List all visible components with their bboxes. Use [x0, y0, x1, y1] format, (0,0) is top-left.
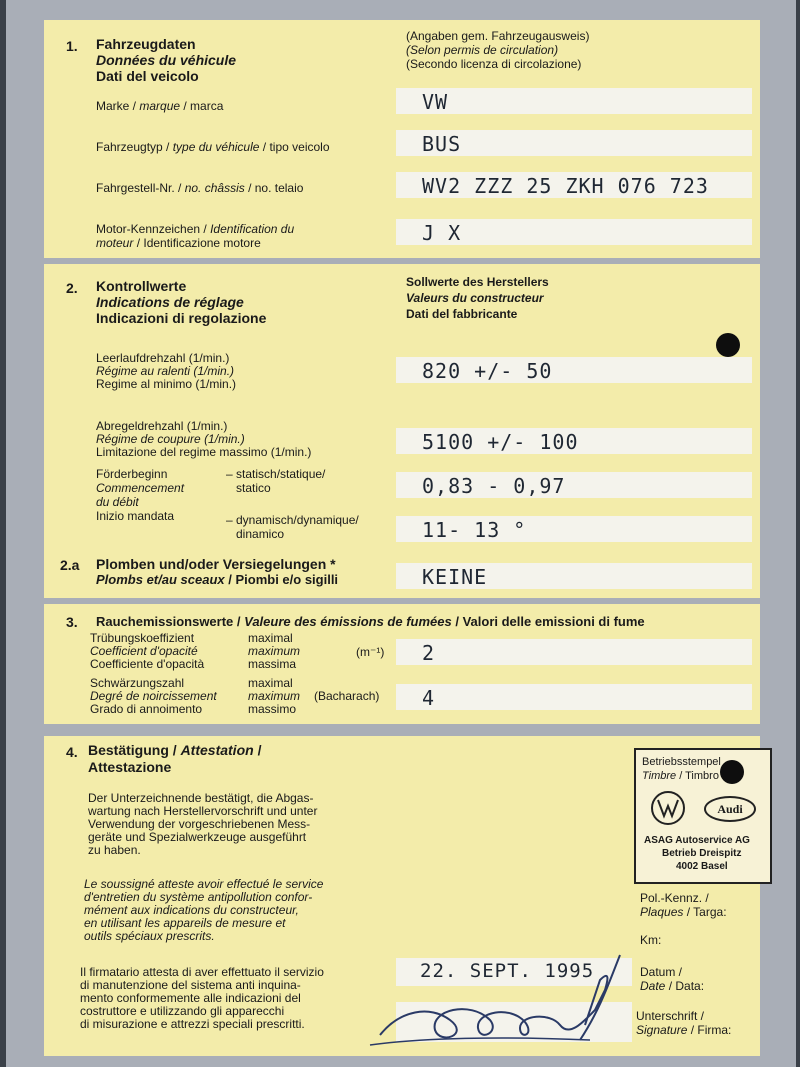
- truebung-label-fr: Coefficient d'opacité: [90, 644, 198, 658]
- section-2-number: 2.: [66, 280, 78, 296]
- schwaerzung-unit: (Bacharach): [314, 689, 380, 703]
- section-1-title-de: Fahrzeugdaten: [96, 36, 196, 52]
- dynamic-label: – dynamisch/dynamique/: [226, 513, 359, 527]
- seals-field[interactable]: [396, 563, 752, 589]
- motor-label-line1: Motor-Kennzeichen / Identification du: [96, 222, 295, 236]
- text-de-line: wartung nach Herstellervorschrift und unter: [88, 804, 318, 818]
- chassis-value: WV2 ZZZ 25 ZKH 076 723: [422, 174, 709, 198]
- schwaerzung-max-fr: maximum: [248, 689, 301, 703]
- text-it-line: di misurazione e attrezzi speciali prescritti.: [80, 1017, 305, 1031]
- audi-logo-icon: Audi: [704, 796, 756, 822]
- date-value: 22. SEPT. 1995: [420, 960, 595, 982]
- chassis-field[interactable]: [396, 172, 752, 198]
- punch-hole: [720, 760, 744, 784]
- marke-value: VW: [422, 90, 449, 114]
- static-field[interactable]: [396, 472, 752, 498]
- leerlauf-label-it: Regime al minimo (1/min.): [96, 377, 237, 391]
- dynamic-field[interactable]: [396, 516, 752, 542]
- abregel-label-it: Limitazione del regime massimo (1/min.): [96, 445, 312, 459]
- vw-logo-icon: [650, 790, 686, 826]
- schwaerzung-label-it: Grado di annoimento: [90, 702, 203, 716]
- svg-text:VW: VW: [668, 824, 670, 825]
- marke-label: Marke / marque / marca: [96, 99, 224, 113]
- truebung-max-fr: maximum: [248, 644, 301, 658]
- km-label: Km:: [640, 933, 662, 947]
- motor-label-line2: moteur / Identificazione motore: [96, 236, 261, 250]
- truebung-label-de: Trübungskoeffizient: [90, 631, 195, 645]
- leerlauf-label-fr: Régime au ralenti (1/min.): [96, 364, 235, 378]
- handwritten-signature: [360, 950, 640, 1050]
- signature-label-de: Unterschrift /: [636, 1009, 705, 1023]
- plates-label-fr-it: Plaques / Targa:: [640, 905, 727, 919]
- section-4-title-line1: Bestätigung / Attestation /: [88, 742, 262, 758]
- chassis-label: Fahrgestell-Nr. / no. châssis / no. telaio: [96, 181, 304, 195]
- section-4-number: 4.: [66, 744, 78, 760]
- section-2a-title-de: Plomben und/oder Versiegelungen *: [96, 556, 336, 572]
- section-3-title: Rauchemissionswerte / Valeure des émissions de fumées / Valori delle emissioni di fume: [96, 614, 645, 629]
- reference-title-de: Sollwerte des Herstellers: [406, 275, 549, 289]
- text-fr-line: Le soussigné atteste avoir effectué le service: [84, 877, 324, 891]
- section-2-title-fr: Indications de réglage: [96, 294, 244, 310]
- text-it-line: mento conformemente alle indicazioni del: [80, 991, 301, 1005]
- schwaerzung-max-it: massimo: [248, 702, 297, 716]
- truebung-unit: (m⁻¹): [356, 645, 385, 659]
- truebung-max-it: massima: [248, 657, 297, 671]
- reference-title-fr: Valeurs du constructeur: [406, 291, 544, 305]
- dealer-stamp: [634, 748, 772, 884]
- attestation-text-it: [80, 966, 324, 1031]
- typ-field[interactable]: [396, 130, 752, 156]
- truebung-value: 2: [422, 641, 436, 665]
- section-2a-title-fr-it: Plombs et/au sceaux / Piombi e/o sigilli: [96, 572, 339, 587]
- foerder-label-it: Inizio mandata: [96, 509, 175, 523]
- leerlauf-field[interactable]: [396, 357, 752, 383]
- date-label-de: Datum /: [640, 965, 683, 979]
- marke-field[interactable]: [396, 88, 752, 114]
- schwaerzung-max-de: maximal: [248, 676, 293, 690]
- foerder-label-fr2: du débit: [96, 495, 139, 509]
- truebung-label-it: Coefficiente d'opacità: [90, 657, 205, 671]
- stamp-label-de: Betriebsstempel: [642, 756, 721, 768]
- text-it-line: di manutenzione del sistema anti inquina-: [80, 978, 301, 992]
- typ-value: BUS: [422, 132, 462, 156]
- text-fr-line: d'entretien du système antipollution confor-: [84, 890, 313, 904]
- text-fr-line: mément aux indications du constructeur,: [84, 903, 299, 917]
- text-fr-line: en utilisant les appareils de mesure et: [84, 916, 286, 930]
- reference-title-it: Dati del fabbricante: [406, 307, 518, 321]
- text-it-line: costruttore e utilizzando gli apparecchi: [80, 1004, 285, 1018]
- stamp-branch: Betrieb Dreispitz: [662, 848, 742, 859]
- dynamic-value: 11- 13 °: [422, 518, 527, 542]
- punch-hole: [716, 333, 740, 357]
- truebung-field[interactable]: [396, 639, 752, 665]
- static-label-2: statico: [236, 481, 271, 495]
- section-3-number: 3.: [66, 614, 78, 630]
- leerlauf-label-de: Leerlaufdrehzahl (1/min.): [96, 351, 230, 365]
- static-value: 0,83 - 0,97: [422, 474, 566, 498]
- text-de-line: geräte und Spezialwerkzeuge ausgeführt: [88, 830, 307, 844]
- signature-label-fr-it: Signature / Firma:: [636, 1023, 732, 1037]
- section-2a-number: 2.a: [60, 557, 80, 573]
- text-de-line: Der Unterzeichnende bestätigt, die Abgas-: [88, 791, 314, 805]
- text-de-line: zu haben.: [88, 843, 141, 857]
- abregel-field[interactable]: [396, 428, 752, 454]
- leerlauf-value: 820 +/- 50: [422, 359, 553, 383]
- schwaerzung-field[interactable]: [396, 684, 752, 710]
- section-1-number: 1.: [66, 38, 78, 54]
- section-1-title-it: Dati del veicolo: [96, 68, 199, 84]
- motor-value: J X: [422, 221, 462, 245]
- text-de-line: Verwendung der vorgeschriebenen Mess-: [88, 817, 311, 831]
- attestation-text-fr: [84, 878, 323, 943]
- stamp-label-fr-it: Timbre / Timbro: [642, 770, 719, 782]
- abregel-value: 5100 +/- 100: [422, 430, 579, 454]
- motor-field[interactable]: [396, 219, 752, 245]
- date-label-fr-it: Date / Data:: [640, 979, 705, 993]
- text-it-line: Il firmatario attesta di aver effettuato il servizio: [80, 965, 324, 979]
- typ-label: Fahrzeugtyp / type du véhicule / tipo veicolo: [96, 140, 330, 154]
- text-fr-line: outils spéciaux prescrits.: [84, 929, 215, 943]
- truebung-max-de: maximal: [248, 631, 293, 645]
- section-2-title-de: Kontrollwerte: [96, 278, 187, 294]
- stamp-company: ASAG Autoservice AG: [644, 835, 750, 846]
- attestation-text-de: [88, 792, 317, 857]
- section-1-source-fr: (Selon permis de circulation): [406, 43, 559, 57]
- section-4-title-it: Attestazione: [88, 759, 172, 775]
- abregel-label-fr: Régime de coupure (1/min.): [96, 432, 245, 446]
- schwaerzung-label-de: Schwärzungszahl: [90, 676, 185, 690]
- abregel-label-de: Abregeldrehzahl (1/min.): [96, 419, 228, 433]
- seals-value: KEINE: [422, 565, 488, 589]
- dynamic-label-2: dinamico: [236, 527, 285, 541]
- plates-label-de: Pol.-Kennz. /: [640, 891, 709, 905]
- foerder-label-fr: Commencement: [96, 481, 185, 495]
- schwaerzung-label-fr: Degré de noircissement: [90, 689, 217, 703]
- stamp-city: 4002 Basel: [676, 861, 728, 872]
- foerder-label-de: Förderbeginn: [96, 467, 168, 481]
- section-1-title-fr: Données du véhicule: [96, 52, 237, 68]
- schwaerzung-value: 4: [422, 686, 436, 710]
- section-1-source-it: (Secondo licenza di circolazione): [406, 57, 582, 71]
- section-2-title-it: Indicazioni di regolazione: [96, 310, 267, 326]
- static-label: – statisch/statique/: [226, 467, 326, 481]
- section-1-source-de: (Angaben gem. Fahrzeugausweis): [406, 29, 590, 43]
